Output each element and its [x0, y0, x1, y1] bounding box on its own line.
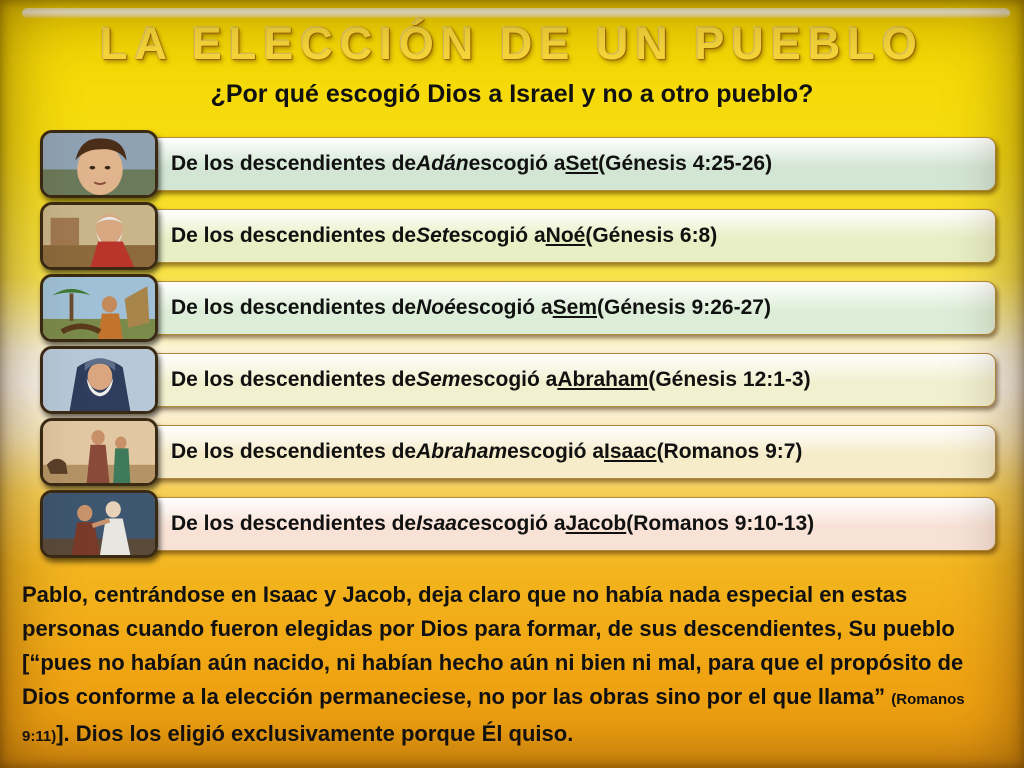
row-chosen: Jacob [565, 512, 627, 535]
row-prefix: De los descendientes de [171, 296, 417, 319]
row-ancestor: Noé [416, 296, 456, 319]
paragraph-text: Pablo, centrándose en Isaac y Jacob, deja claro que no había nada especial en estas personas cuando fueron elegidas por Dios para formar, de sus descendientes, Su pueblo [“pues no habían aún nacido, ni habían hecho aún ni bien ni mal, para que el propósito de Dios conforme a la elección permaneciese, no por las obras sino por el que llama” [22, 582, 964, 709]
row-ancestor: Abraham [416, 440, 508, 463]
abraham-portrait [40, 346, 158, 414]
row-middle: escogió a [468, 512, 566, 535]
row-middle: escogió a [468, 152, 566, 175]
lineage-row-adan [40, 130, 1000, 194]
row-ancestor: Sem [416, 368, 461, 391]
lineage-bar [104, 137, 996, 191]
noah-sons-scene [40, 274, 158, 342]
lineage-bar [104, 209, 996, 263]
lineage-bar [104, 425, 996, 479]
row-reference: (Génesis 9:26-27) [597, 296, 771, 319]
lineage-bar [104, 497, 996, 551]
row-middle: escogió a [507, 440, 604, 463]
lineage-row-abraham [40, 418, 1000, 482]
row-middle: escogió a [460, 368, 558, 391]
row-middle: escogió a [448, 224, 546, 247]
row-chosen: Sem [552, 296, 598, 319]
noah-portrait [40, 202, 158, 270]
paragraph-reference: (Romanos 9:11) [22, 691, 965, 745]
row-middle: escogió a [455, 296, 553, 319]
jacob-wrestling-scene [40, 490, 158, 558]
row-ancestor: Isaac [416, 512, 469, 535]
decorative-top-bar [22, 8, 1010, 18]
slide-title: LA ELECCIÓN DE UN PUEBLO [100, 18, 924, 69]
lineage-row-set [40, 202, 1000, 266]
row-reference: (Romanos 9:10-13) [626, 512, 815, 535]
slide-subtitle: ¿Por qué escogió Dios a Israel y no a otro pueblo? [210, 80, 814, 108]
row-reference: (Génesis 4:25-26) [598, 152, 773, 175]
row-ancestor: Set [416, 224, 449, 247]
row-prefix: De los descendientes de [171, 440, 417, 463]
row-prefix: De los descendientes de [171, 512, 417, 535]
row-chosen: Set [565, 152, 599, 175]
explanation-paragraph [22, 578, 1008, 754]
lineage-row-isaac [40, 490, 1000, 554]
abraham-isaac-scene [40, 418, 158, 486]
lineage-bar [104, 281, 996, 335]
row-prefix: De los descendientes de [171, 224, 417, 247]
lineage-bar [104, 353, 996, 407]
row-reference: (Romanos 9:7) [656, 440, 803, 463]
adam-portrait [40, 130, 158, 198]
row-chosen: Isaac [604, 440, 657, 463]
paragraph-ending: ]. Dios los eligió exclusivamente porque Él quiso. [56, 721, 574, 746]
row-prefix: De los descendientes de [171, 152, 417, 175]
row-prefix: De los descendientes de [171, 368, 417, 391]
lineage-row-sem [40, 346, 1000, 410]
row-chosen: Abraham [557, 368, 649, 391]
lineage-row-noe [40, 274, 1000, 338]
row-reference: (Génesis 6:8) [585, 224, 718, 247]
row-ancestor: Adán [416, 152, 469, 175]
row-reference: (Génesis 12:1-3) [648, 368, 811, 391]
row-chosen: Noé [545, 224, 586, 247]
